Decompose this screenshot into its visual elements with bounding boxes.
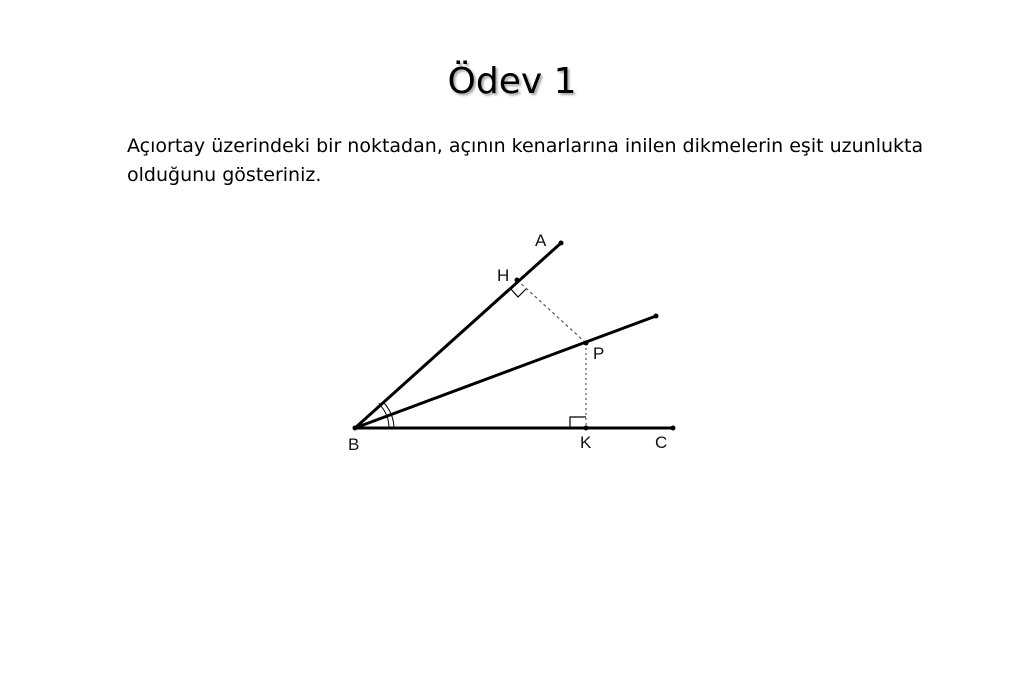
point-c — [671, 426, 676, 431]
problem-statement: Açıortay üzerindeki bir noktadan, açının kenarlarına inilen dikmelerin eşit uzunlukta olduğunu gösteriniz. — [127, 135, 924, 186]
point-h — [515, 278, 520, 283]
right-angle-mark-h — [510, 288, 526, 297]
bisector-bp — [355, 316, 656, 428]
label-k: K — [580, 433, 592, 452]
label-p: P — [593, 344, 605, 363]
label-a: A — [535, 231, 547, 250]
ray-ba — [355, 243, 561, 428]
slide-title: Ödev 1 — [447, 61, 577, 103]
point-bisector-end — [654, 314, 659, 319]
label-b: B — [348, 435, 360, 454]
angle-bisector-diagram — [330, 220, 700, 460]
point-a — [559, 241, 564, 246]
perpendicular-ph — [517, 280, 586, 343]
label-c: C — [655, 433, 668, 452]
point-b — [353, 426, 358, 431]
point-p — [584, 341, 589, 346]
right-angle-mark-k — [570, 417, 586, 428]
point-k — [584, 426, 589, 431]
label-h: H — [497, 266, 510, 285]
